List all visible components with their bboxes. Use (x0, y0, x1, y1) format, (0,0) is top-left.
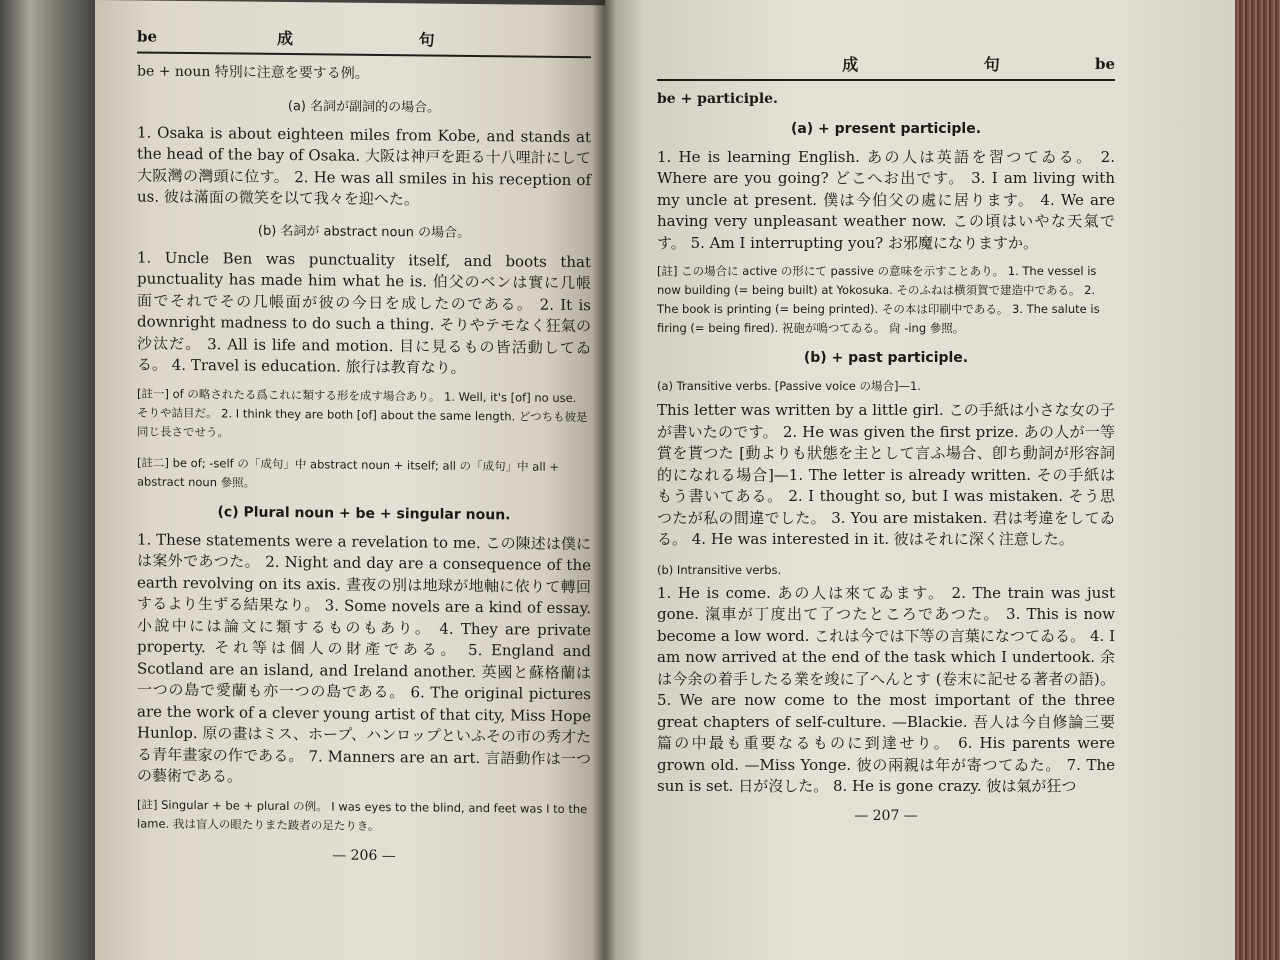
left-folio: — 206 — (332, 846, 396, 864)
left-header-label: be (137, 26, 158, 46)
right-note-1: [註] この場合に active の形にて passive の意味を示すことあり。 1. The vessel is now building (= being built) at Yokosuka. そのふねは横須賀で建造中である。 2. The book is printing (= being printed). その本は印刷中である。 3. The salute is firing (= being fired). 祝砲が鳴つてゐる。 尙 -ing 參照。 (657, 264, 1100, 335)
left-intro: be + noun 特別に注意を要する例。 (137, 63, 369, 82)
right-sec-a-heading: (a) + present participle. (790, 120, 982, 137)
right-folio: — 207 — (854, 807, 918, 824)
book-gutter (592, 0, 616, 960)
left-note-3: [註] Singular + be + plural の例。 I was eyes to the blind, and feet was I to the lame. 我は盲人の眼たりまた跛者の足たりき。 (137, 796, 588, 833)
right-sec-a-text: 1. He is learning English. あの人は英語を習つてゐる。 2. Where are you going? どこへお出です。 3. I am living with my uncle at present. 僕は今伯父の處に居ります。 4. We are having very unpleasant weather now. この頃はいやな天氣です。 5. Am I interrupting you? お邪魔になりますか。 (657, 147, 1115, 252)
left-sec-c-heading: (c) Plural noun + be + singular noun. (217, 503, 511, 523)
right-header-rule (657, 79, 1115, 81)
left-note-2: [註二] be of; -self の「成句」中 abstract noun + itself; all の「成句」中 all + abstract noun 參照。 (137, 454, 560, 490)
left-running-head (137, 24, 591, 52)
left-sec-b-text: 1. Uncle Ben was punctuality itself, and boots that punctuality has made him what he is. 伯父のベンは實に几帳面でそれでその几帳面が彼の今日を成したのである。 2. It is downright madness to do such a thing. そりやテモなく狂氣の沙汰だ。 3. All is life and motion. 目に見るもの皆活動してゐる。 4. Travel is education. 旅行は教育なり。 (137, 247, 591, 377)
left-sec-b-heading: (b) 名詞が abstract noun の場合。 (257, 223, 471, 241)
right-sub-b: (b) Intransitive verbs. (657, 562, 782, 577)
left-sec-c-text: 1. These statements were a revelation to me. この陳述は僕には案外であつた。 2. Night and day are a consequence of the earth revolving on its axis. 晝夜の別は地球が地軸に依りて轉回するより生ずる結果なり。 3. Some novels are a kind of essay. 小說中には論文に類するものもあり。 4. They are private property. それ等は個人の財產である。 5. England and Scotland are an island, and Ireland another. 英國と蘇格蘭は一つの島で愛蘭も亦一つの島である。 6. The original pictures are the work of a clever young artist of that city, Miss Hope Hunlop. 原の畫はミス、ホープ、ハンロップといふその市の秀才たる青年畫家の作である。 7. Manners are an art. 言語動作は一つの藝術である。 (137, 529, 591, 786)
left-sec-a-text: 1. Osaka is about eighteen miles from Kobe, and stands at the head of the bay of Osaka. 大阪は神戸を距る十八哩計にして大阪灣の灣頭に位す。 2. He was all smiles in his reception of us. 彼は滿面の微笑を以て我々を迎へた。 (137, 122, 591, 209)
page-fore-edge (1235, 0, 1280, 960)
right-sec-b-heading: (b) + past participle. (803, 350, 969, 366)
right-running-head (657, 52, 1115, 75)
right-sec-b-text-1: This letter was written by a little girl. この手紙は小さな女の子が書いたのです。 2. He was given the first prize. あの人が一等賞を貰つた [動よりも狀態を主として言ふ場合、卽ち動詞が形容詞的になれる場合]—1. The letter is already written. その手紙はもう書いてある。 2. I thought so, but I was mistaken. そう思つたが私の間違でした。 3. You are mistaken. 君は考違をしてゐる。 4. He was interested in it. 彼はそれに深く注意した。 (657, 401, 1115, 548)
right-sub-a: (a) Transitive verbs. [Passive voice の場合]—1. (657, 379, 921, 393)
left-header-title: 成 句 (277, 28, 495, 51)
right-header-title: 成 句 (842, 55, 1060, 74)
left-note-1: [註一] of の略されたる爲これに類する形を成す場合あり。 1. Well, it's [of] no use. そりや詰目だ。 2. I think they are both [of] about the same length. どつちも彼是同じ長さでせう。 (137, 385, 588, 439)
left-header-rule (137, 51, 591, 58)
right-header-label: be (1094, 54, 1115, 73)
left-page (95, 0, 605, 960)
right-page (605, 0, 1245, 960)
right-intro: be + participle. (657, 91, 778, 107)
table-edge (0, 0, 100, 960)
left-sec-a-heading: (a) 名詞が副詞的の場合。 (287, 98, 441, 116)
right-sec-b-text-2: 1. He is come. あの人は來てゐます。 2. The train was just gone. 滊車が丁度出て了つたところであつた。 3. This is now become a low word. これは今では下等の言葉になつてゐる。 4. I am now arrived at the end of the task which I undertook. 余は今余の着手したる業を竣に了へんとす (卷末に記せる著者の語)。 5. We are now come to the most important of the three great chapters of self-culture. —Blackie. 吾人は今自修論三要篇の中最も重要なるものに到達せり。 6. His parents were grown old. —Miss Yonge. 彼の兩親は年が寄つてゐた。 7. The sun is set. 日が沒した。 8. He is gone crazy. 彼は氣が狂つ (657, 583, 1115, 795)
